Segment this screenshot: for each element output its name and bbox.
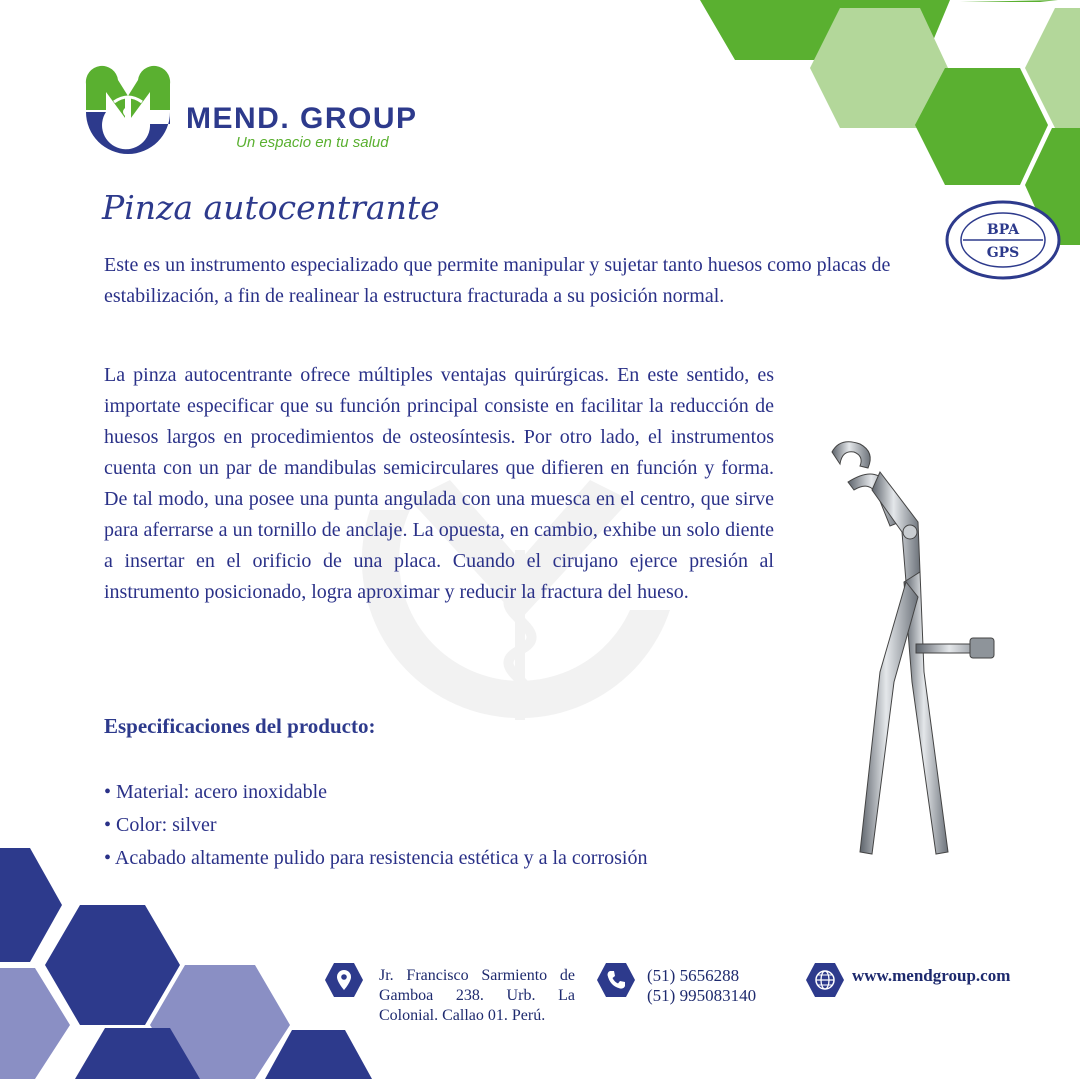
- bpa-gps-badge: [945, 200, 1065, 280]
- hex-green-3: [960, 0, 1058, 2]
- certification-seal-icon: [945, 200, 1065, 280]
- phone-icon: [597, 961, 635, 999]
- specs-heading: Especificaciones del producto:: [104, 714, 376, 738]
- phone-numbers: [647, 966, 756, 1006]
- hex-navy-1: [0, 848, 62, 962]
- logo-mark-icon: [78, 62, 178, 158]
- address-text: Jr. Francisco Sarmiento de Gamboa 238. Urb. La Colonial. Callao 01. Perú.: [379, 967, 575, 1024]
- badge-top-text: BPA: [986, 222, 1020, 238]
- product-intro: Este es un instrumento especializado que permite manipular y sujetar tanto huesos como placas de estabilización, a fin de realinear la estructura fracturada a su posición normal.: [104, 254, 891, 307]
- spec-item-finish: • Acabado altamente pulido para resistencia estética y a la corrosión: [104, 842, 647, 875]
- spec-item-material: • Material: acero inoxidable: [104, 776, 647, 809]
- self-centering-forceps-image: [820, 432, 1000, 862]
- product-description: La pinza autocentrante ofrece múltiples ventajas quirúrgicas. En este sentido, es importate especificar que su función principal consiste en facilitar la reducción de huesos largos en procedimientos de osteosíntesis. Por otro lado, el instrumentos cuenta con un par de mandibulas semicirculares que difieren en función y forma. De tal modo, una posee una punta angulada con una muesca en el centro, que sirve para aferrarse a un tornillo de anclaje. La opuesta, en cambio, exhibe un solo diente a insertar en el orificio de una placa. Cuando el cirujano ejerce presión al instrumento posicionado, logra aproximar y reducir la fractura del hueso.: [104, 364, 774, 603]
- spec-item-color: • Color: silver: [104, 809, 647, 842]
- brand-tagline: Un espacio en tu salud: [236, 134, 389, 151]
- specs-list: [104, 776, 647, 875]
- hex-navy-2: [45, 905, 180, 1025]
- location-pin-icon: [325, 961, 363, 999]
- globe-icon: [806, 961, 844, 999]
- phone-2[interactable]: (51) 995083140: [647, 986, 757, 1005]
- brand-name: MEND. GROUP: [186, 102, 418, 135]
- phone-1[interactable]: (51) 5656288: [647, 966, 740, 985]
- brand-logo: [78, 62, 448, 162]
- product-title: Pinza autocentrante: [102, 188, 440, 227]
- badge-bottom-text: GPS: [986, 245, 1020, 261]
- website-link[interactable]: www.mendgroup.com: [852, 966, 1011, 985]
